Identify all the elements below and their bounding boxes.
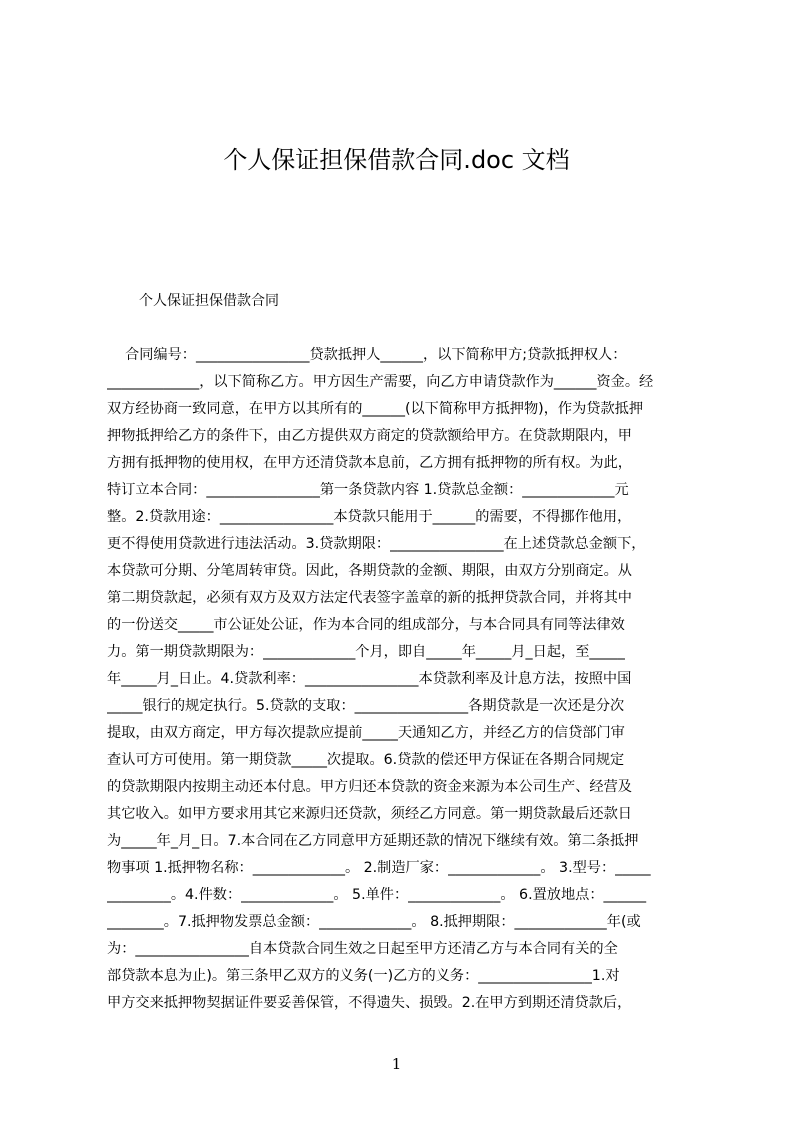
body-line: 提取，由双方商定，甲方每次提款应提前_____天通知乙方，并经乙方的信贷部门审 [107,725,625,741]
body-line: 为_____年_月_日。7.本合同在乙方同意甲方延期还款的情况下继续有效。第二条抵押 [107,833,639,849]
body-line: 第二期贷款起，必须有双方及双方法定代表签字盖章的新的抵押贷款合同，并将其中 [107,590,632,606]
body-line: ________。7.抵押物发票总金额：_____________。 8.抵押期限：_____________年(或 [107,914,641,930]
body-line: _____银行的规定执行。5.贷款的支取：________________各期贷款是一次还是分次 [107,698,625,714]
body-line: 的贷款期限内按期主动还本付息。甲方归还本贷款的资金来源为本公司生产、经营及 [107,779,632,795]
page-number: 1 [391,1055,402,1073]
body-line: 本贷款可分期、分笔周转审贷。因此，各期贷款的金额、期限，由双方分别商定。从 [107,563,632,579]
body-line: 方拥有抵押物的使用权，在甲方还清贷款本息前，乙方拥有抵押物的所有权。为此， [107,455,632,471]
body-line: 更不得使用贷款进行违法活动。3.贷款期限：________________在上述贷款总金额下， [107,536,646,552]
contract-subtitle: 个人保证担保借款合同 [139,293,279,309]
body-line: 合同编号：________________贷款抵押人______，以下简称甲方;贷款抵押权人： [107,347,627,363]
body-line: 押物抵押给乙方的条件下，由乙方提供双方商定的贷款额给甲方。在贷款期限内，甲 [107,428,632,444]
body-line: _________。4.件数：_____________。 5.单件：_____________。 6.置放地点：______ [107,887,647,903]
body-line: 双方经协商一致同意，在甲方以其所有的______(以下简称甲方抵押物)，作为贷款抵押 [107,401,644,417]
body-line: 整。2.贷款用途：________________本贷款只能用于______的需要，不得挪作他用， [107,509,632,525]
body-line: 特订立本合同：________________第一条贷款内容 1.贷款总金额：_____________元 [107,482,629,498]
body-line: _____________，以下简称乙方。甲方因生产需要，向乙方申请贷款作为______资金。经 [107,374,654,390]
document-title: 个人保证担保借款合同.doc 文档 [223,146,570,174]
body-line: 为：________________自本贷款合同生效之日起至甲方还清乙方与本合同有关的全 [107,941,618,957]
body-line: 年_____月_日止。4.贷款利率：________________本贷款利率及计息方法，按照中国 [107,671,632,687]
body-line: 部贷款本息为止)。第三条甲乙双方的义务(一)乙方的义务：________________1.对 [107,968,620,984]
body-line: 甲方交来抵押物契据证件要妥善保管，不得遗失、损毁。2.在甲方到期还清贷款后， [107,995,632,1011]
body-line: 的一份送交_____市公证处公证，作为本合同的组成部分，与本合同具有同等法律效 [107,617,625,633]
body-line: 查认可方可使用。第一期贷款_____次提取。6.贷款的偿还甲方保证在各期合同规定 [107,752,625,768]
body-line: 物事项 1.抵押物名称：_____________。 2.制造厂家：_____________。 3.型号：_____ [107,860,651,876]
body-line: 其它收入。如甲方要求用其它来源归还贷款，须经乙方同意。第一期贷款最后还款日 [107,806,632,822]
body-line: 力。第一期贷款期限为：_____________个月，即自_____年_____月_日起，至_____ [107,644,625,660]
contract-body [107,342,697,1014]
